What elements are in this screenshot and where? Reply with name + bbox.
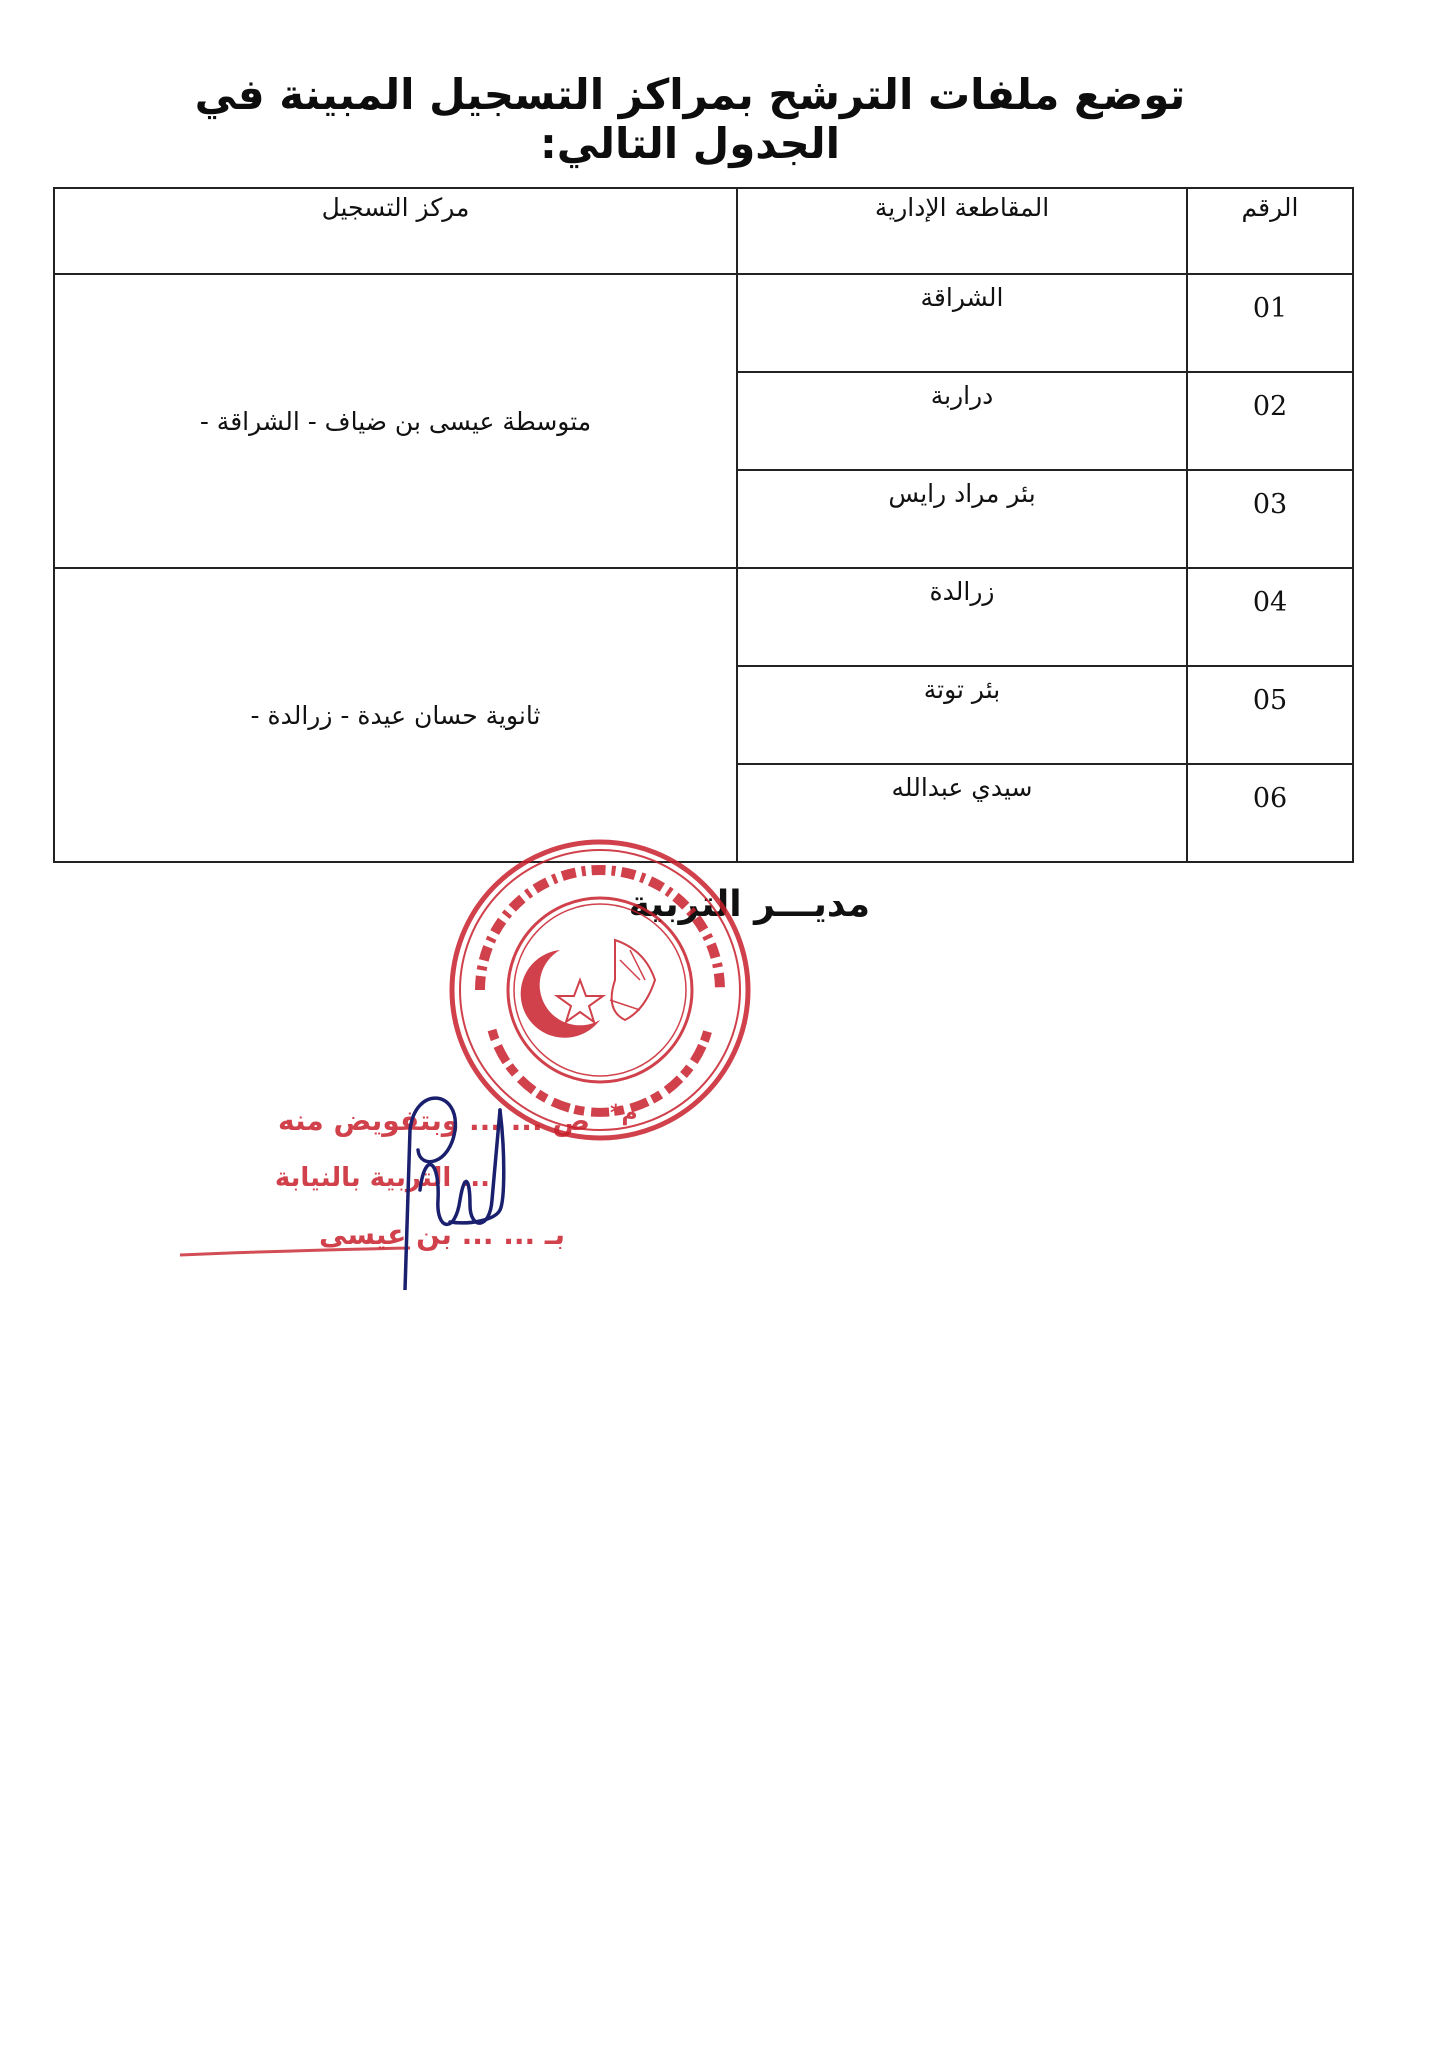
header-center: مركز التسجيل bbox=[54, 188, 737, 274]
row-number: 03 bbox=[1187, 470, 1353, 568]
header-number: الرقم bbox=[1187, 188, 1353, 274]
row-number: 01 bbox=[1187, 274, 1353, 372]
svg-text:بـ ... ... بن عيسى: بـ ... ... بن عيسى bbox=[319, 1218, 565, 1251]
registration-center: متوسطة عيسى بن ضياف - الشراقة - bbox=[54, 274, 737, 568]
row-number: 02 bbox=[1187, 372, 1353, 470]
row-district: زرالدة bbox=[737, 568, 1187, 666]
director-title: مديـــر التربية bbox=[628, 884, 870, 925]
registration-center: ثانوية حسان عيدة - زرالدة - bbox=[54, 568, 737, 862]
row-number: 04 bbox=[1187, 568, 1353, 666]
row-district: الشراقة bbox=[737, 274, 1187, 372]
svg-text:... التربية بالنيابة: ... التربية بالنيابة bbox=[274, 1163, 490, 1193]
row-number: 05 bbox=[1187, 666, 1353, 764]
svg-text:*م: *م bbox=[610, 1101, 638, 1126]
table-header-row bbox=[54, 188, 1353, 274]
signature-block-icon bbox=[170, 1090, 620, 1290]
row-district: بئر توتة bbox=[737, 666, 1187, 764]
table-row bbox=[54, 274, 1353, 372]
registration-table bbox=[53, 187, 1354, 863]
header-district: المقاطعة الإدارية bbox=[737, 188, 1187, 274]
table-row bbox=[54, 568, 1353, 666]
row-district: دراربة bbox=[737, 372, 1187, 470]
row-district: سيدي عبدالله bbox=[737, 764, 1187, 862]
document-title: توضع ملفات الترشح بمراكز التسجيل المبينة في الجدول التالي: bbox=[194, 70, 1186, 168]
row-number: 06 bbox=[1187, 764, 1353, 862]
row-district: بئر مراد رايس bbox=[737, 470, 1187, 568]
svg-text:ص ... ... وبتفويض منه: ص ... ... وبتفويض منه bbox=[278, 1104, 590, 1137]
